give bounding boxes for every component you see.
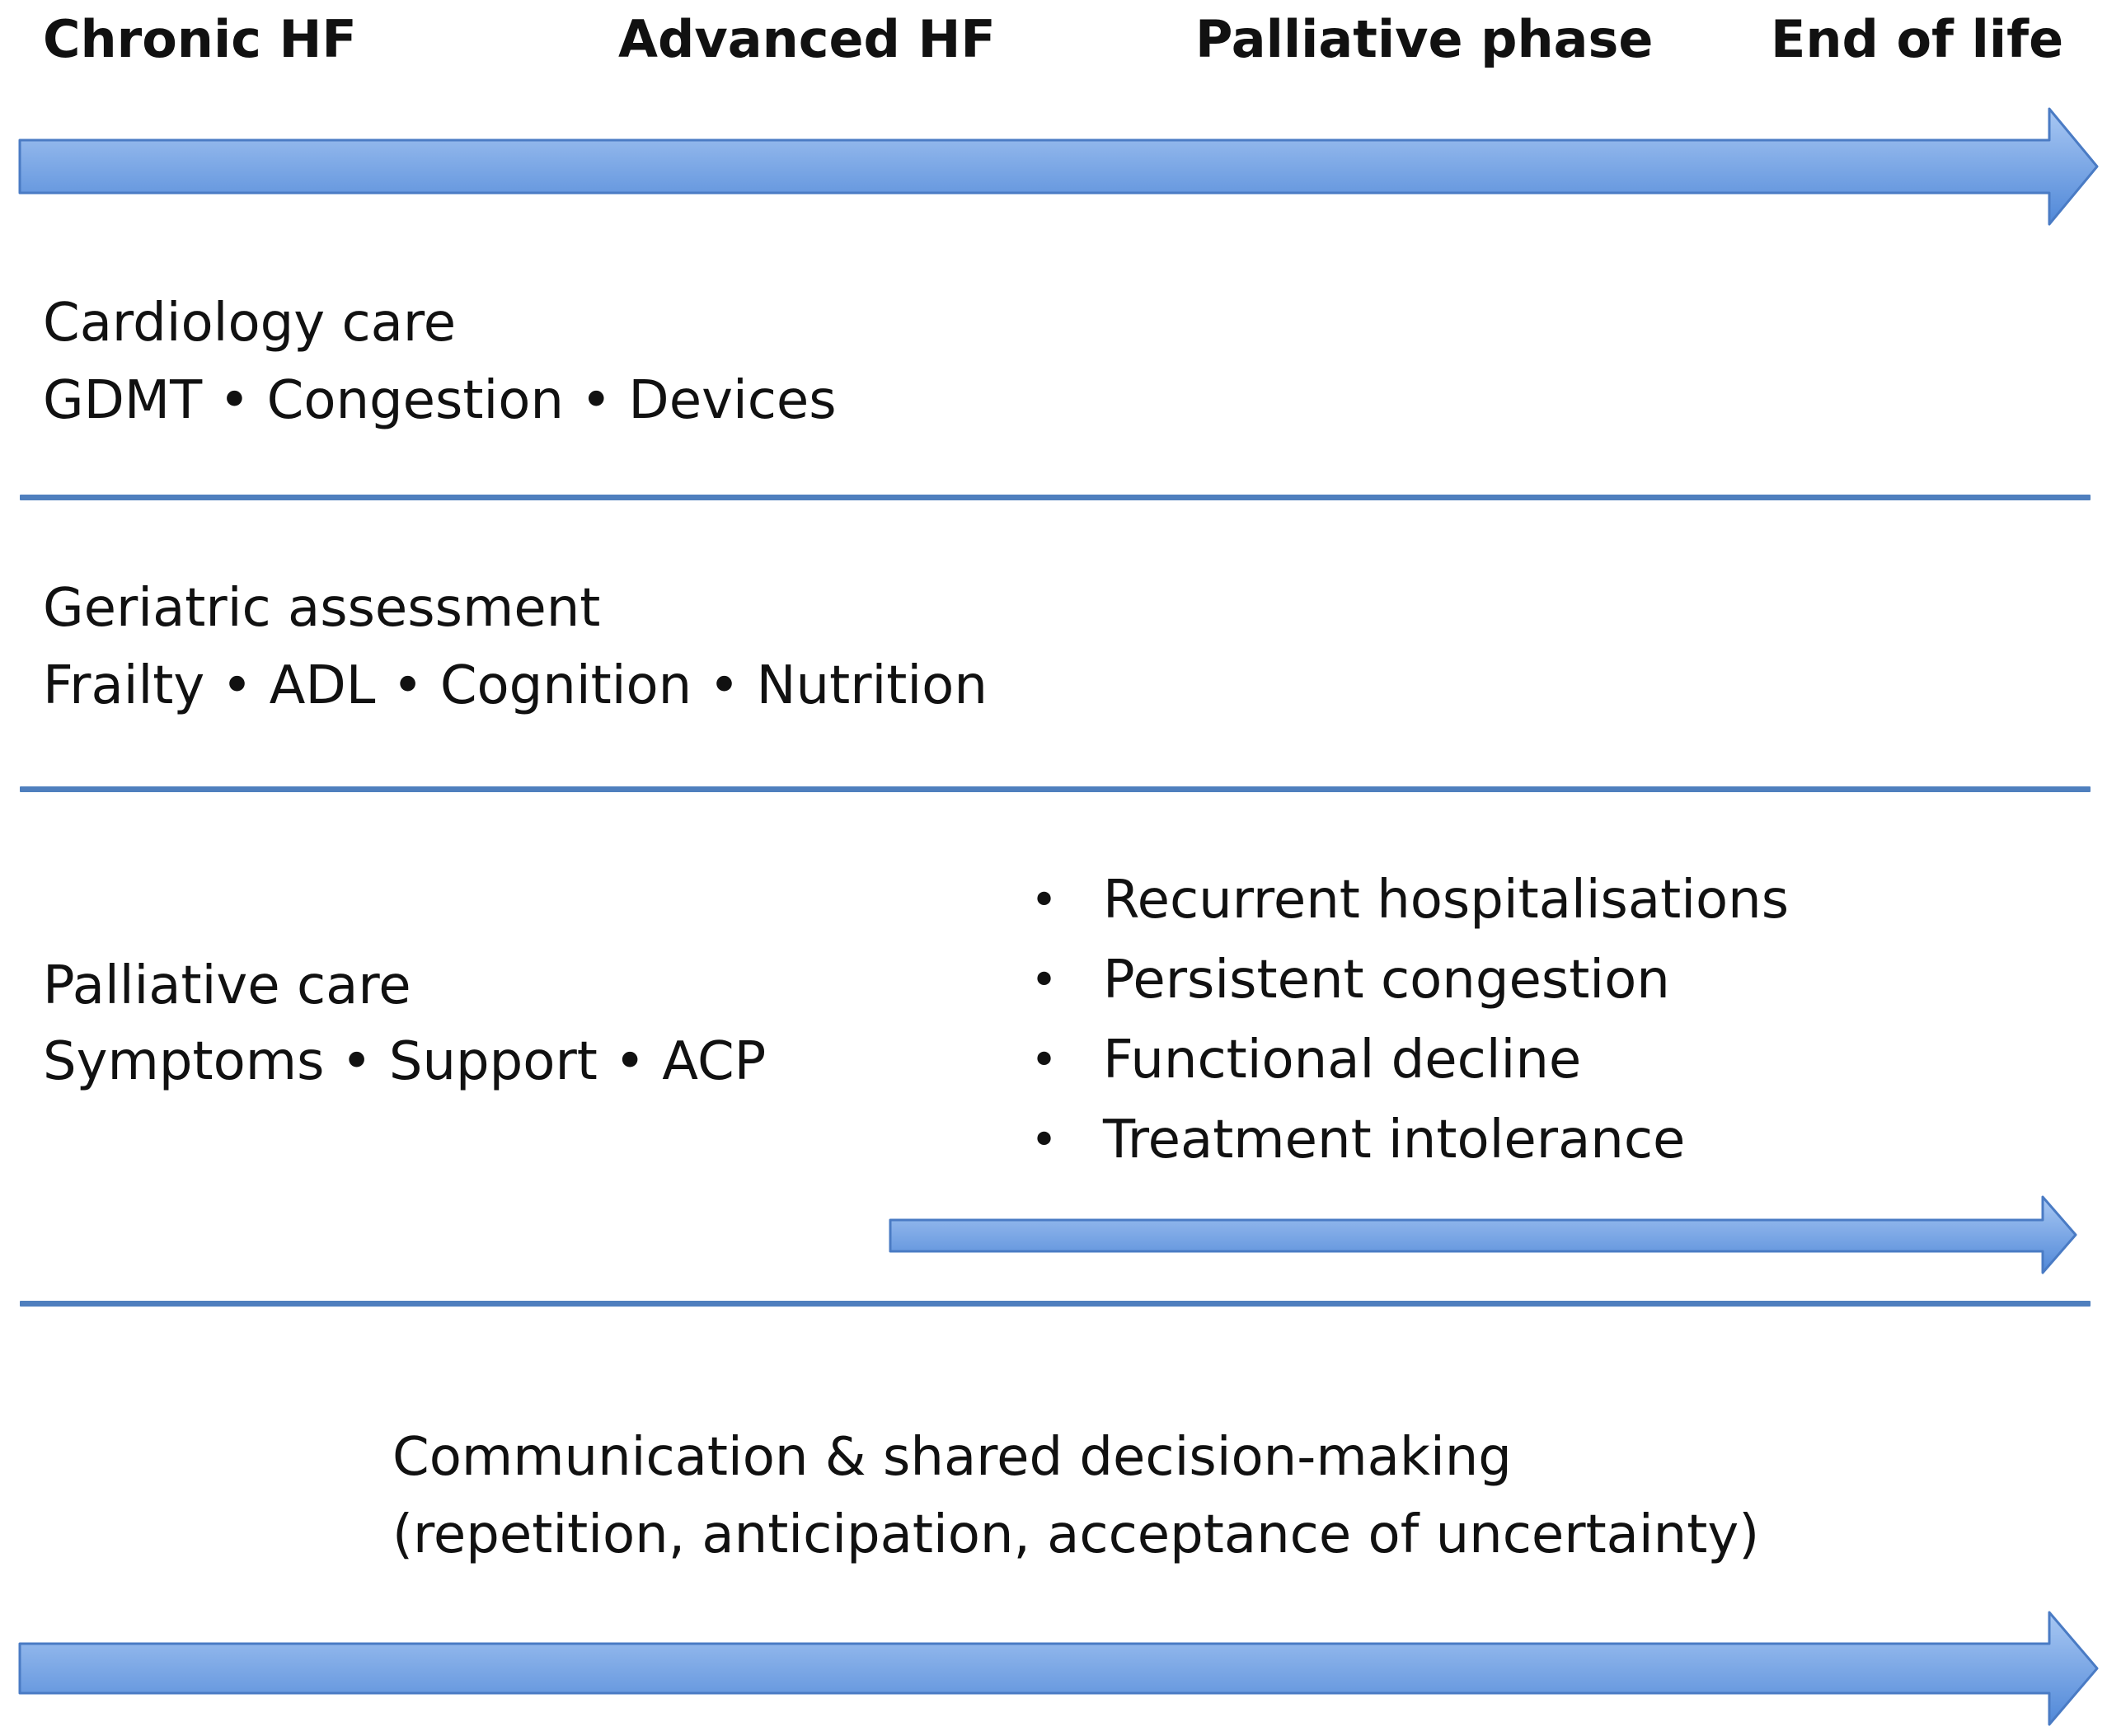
- section-divider-1: [20, 495, 2091, 500]
- section-divider-2: [20, 786, 2091, 792]
- stage-label-advanced-hf: Advanced HF: [618, 9, 996, 69]
- list-item: • Functional decline: [1103, 1020, 1789, 1100]
- timeline-arrow: [0, 99, 2107, 239]
- communication-title: Communication & shared decision-making: [392, 1427, 1512, 1488]
- stage-label-chronic-hf: Chronic HF: [43, 9, 357, 69]
- section-divider-3: [20, 1301, 2091, 1307]
- geriatric-assessment-items: Frailty • ADL • Cognition • Nutrition: [43, 655, 988, 716]
- cardiology-care-items: GDMT • Congestion • Devices: [43, 370, 837, 431]
- bullet-icon: •: [1030, 874, 1058, 927]
- bullet-icon: •: [1030, 1114, 1058, 1167]
- bullet-icon: •: [1030, 1034, 1058, 1087]
- bullet-icon: •: [1030, 954, 1058, 1007]
- palliative-care-items: Symptoms • Support • ACP: [43, 1031, 767, 1092]
- stage-label-palliative-phase: Palliative phase: [1195, 9, 1654, 69]
- list-item: • Recurrent hospitalisations: [1103, 861, 1789, 941]
- palliative-arrow: [0, 1187, 2107, 1286]
- list-item: • Treatment intolerance: [1103, 1100, 1789, 1180]
- communication-subtitle: (repetition, anticipation, acceptance of uncertainty): [392, 1504, 1760, 1565]
- stage-label-end-of-life: End of life: [1771, 9, 2064, 69]
- communication-arrow: [0, 1599, 2107, 1736]
- list-item: • Persistent congestion: [1103, 941, 1789, 1020]
- palliative-care-title: Palliative care: [43, 955, 411, 1016]
- palliative-triggers-list: [1030, 861, 1790, 1180]
- cardiology-care-title: Cardiology care: [43, 293, 457, 354]
- geriatric-assessment-title: Geriatric assessment: [43, 578, 601, 639]
